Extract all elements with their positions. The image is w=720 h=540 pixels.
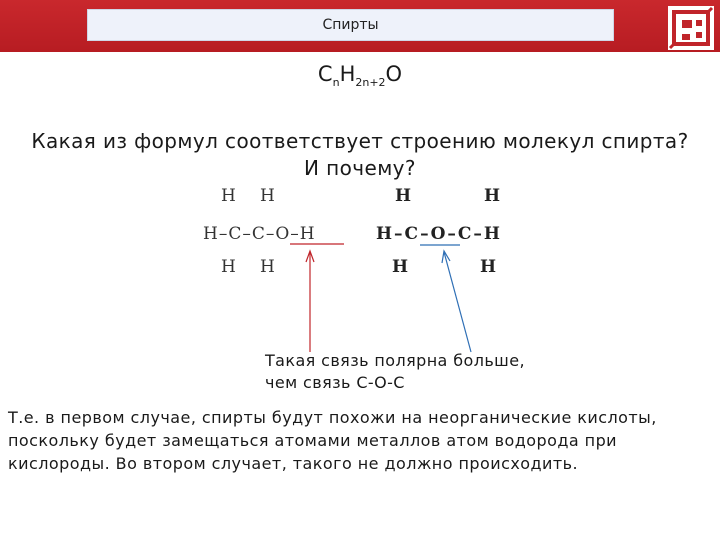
ethanol-h-top-2: H [260, 186, 275, 206]
general-formula: $C_nH_{2n+2}O$ [317, 62, 403, 90]
ether-h-bottom-2: H [480, 257, 497, 277]
question-line-1: Какая из формул соответствует строению молекул спирта? [31, 129, 689, 153]
page-title: Спирты [87, 9, 614, 41]
ether-main-chain: H–C–O–C–H [376, 224, 502, 244]
polarity-note: Такая связь полярна больше, чем связь С-О-С [265, 351, 525, 392]
ethanol-h-bottom-2: H [260, 257, 275, 277]
ether-h-top-1: H [395, 186, 412, 206]
blue-arrow-line [444, 252, 471, 352]
ether-h-bottom-1: H [392, 257, 409, 277]
ethanol-main-chain: H–C–C–O–H [203, 224, 316, 244]
question-line-2: И почему? [304, 156, 416, 180]
ethanol-h-top-1: H [221, 186, 236, 206]
conclusion-text: Т.е. в первом случае, спирты будут похожи на неорганические кислоты, поскольку будет замещаться атомами металлов атом водорода при кислороды. Во втором случает, такого не должно происходить. [8, 408, 657, 473]
ethanol-h-bottom-1: H [221, 257, 236, 277]
ether-h-top-2: H [484, 186, 501, 206]
